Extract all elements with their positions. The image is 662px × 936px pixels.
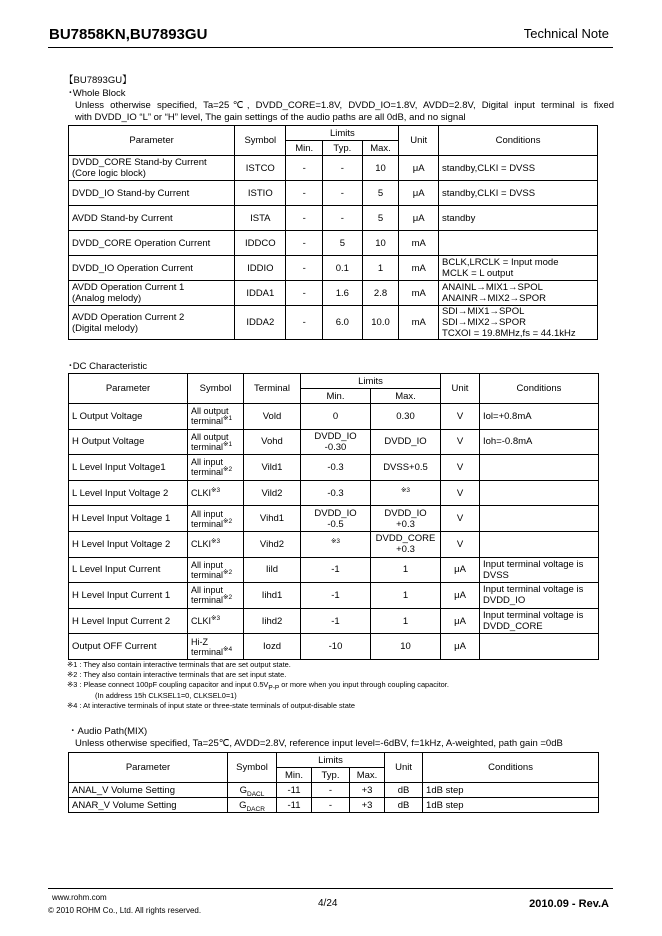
- max-line: DVDD_IO: [384, 507, 427, 519]
- min-cell: [301, 506, 371, 532]
- symbol-cell: [188, 608, 244, 634]
- symbol-line: All input: [191, 585, 224, 596]
- symbol-subscript: DACL: [247, 790, 265, 798]
- symbol-text: CLKI: [191, 616, 212, 627]
- unit-cell: μA: [399, 181, 439, 206]
- symbol-text: terminal: [191, 441, 224, 452]
- condition-line: DVDD_IO: [483, 595, 526, 607]
- footnote-mark: ※3: [211, 615, 221, 623]
- typ-cell: 6.0: [323, 306, 363, 340]
- parameter-cell: [69, 306, 235, 340]
- document-type-label: Technical Note: [523, 26, 609, 41]
- whole-block-conditions-line2: with DVDD_IO “L” or “H” level, The gain settings of the audio paths are all 0dB, and no signal: [75, 112, 466, 123]
- conditions-cell: [480, 506, 599, 532]
- table-row: [69, 798, 599, 813]
- condition-line: MCLK = L output: [442, 268, 514, 279]
- header-min: Min.: [277, 768, 312, 783]
- condition-line: Ioh=-0.8mA: [483, 436, 533, 448]
- parameter-cell: Output OFF Current: [69, 634, 188, 660]
- parameter-cell: [69, 206, 235, 231]
- unit-cell: mA: [399, 281, 439, 306]
- table-row: [69, 281, 598, 306]
- table-row: [69, 506, 599, 532]
- symbol-cell: IDDCO: [235, 231, 286, 256]
- parameter-cell: H Output Voltage: [69, 429, 188, 455]
- symbol-line: [191, 616, 240, 626]
- table-row: [69, 557, 599, 583]
- unit-cell: mA: [399, 231, 439, 256]
- symbol-line: [191, 416, 240, 426]
- unit-cell: μA: [441, 608, 480, 634]
- min-cell: [301, 583, 371, 609]
- condition-line: standby,CLKI = DVSS: [442, 162, 536, 174]
- unit-cell: dB: [385, 783, 423, 798]
- audio-path-table: [68, 752, 599, 813]
- min-cell: -: [286, 206, 323, 231]
- max-cell: 10: [362, 156, 399, 181]
- symbol-text: terminal: [191, 518, 224, 529]
- conditions-cell: [480, 634, 599, 660]
- table-row: [69, 404, 599, 430]
- audio-path-heading: ・Audio Path(MIX): [68, 726, 148, 737]
- footer-copyright: © 2010 ROHM Co., Ltd. All rights reserved.: [48, 906, 202, 915]
- parameter-cell: H Level Input Voltage 1: [69, 506, 188, 532]
- min-line: -1: [331, 589, 340, 601]
- typ-cell: -: [312, 798, 350, 813]
- conditions-cell: [480, 557, 599, 583]
- terminal-cell: Vihd2: [244, 531, 301, 557]
- max-line: +0.3: [396, 518, 415, 530]
- header-limits: Limits: [301, 374, 441, 389]
- footnote-mark: ※4: [223, 645, 233, 653]
- min-cell: -: [286, 281, 323, 306]
- header-typ: Typ.: [312, 768, 350, 783]
- symbol-line: [191, 488, 240, 498]
- max-line: +0.3: [396, 544, 415, 556]
- table-row: [69, 583, 599, 609]
- min-cell: -11: [277, 783, 312, 798]
- min-cell: [301, 455, 371, 481]
- max-cell: [371, 531, 441, 557]
- symbol-line: All output: [191, 431, 229, 442]
- terminal-cell: Iozd: [244, 634, 301, 660]
- footnote-3-detail: (In address 15h CLKSEL1=0, CLKSEL0=1): [95, 690, 237, 700]
- parameter-line: DVDD_IO Stand-by Current: [72, 187, 190, 199]
- footnote-3: ※3 : Please connect 100pF coupling capacitor and input $0.5V_{P-P}$ or more when you input through coupling capacitor.: [67, 680, 449, 692]
- conditions-cell: [480, 480, 599, 506]
- table-row: [69, 455, 599, 481]
- symbol-cell: [188, 404, 244, 430]
- conditions-cell: 1dB step: [423, 798, 599, 813]
- symbol-text: terminal: [191, 595, 224, 606]
- parameter-line: (Digital melody): [72, 322, 138, 334]
- min-cell: [301, 531, 371, 557]
- symbol-text: CLKI: [191, 539, 212, 550]
- min-cell: [301, 608, 371, 634]
- conditions-cell: [439, 206, 598, 231]
- table-row: [69, 306, 598, 340]
- document-model-title: BU7858KN,BU7893GU: [49, 26, 208, 43]
- symbol-line: All output: [191, 406, 229, 417]
- table-row: [69, 256, 598, 281]
- header-max: Max.: [362, 141, 399, 156]
- whole-block-heading: ･Whole Block: [68, 88, 126, 99]
- symbol-cell: [188, 480, 244, 506]
- parameter-cell: ANAL_V Volume Setting: [69, 783, 228, 798]
- symbol-cell: IDDA2: [235, 306, 286, 340]
- header-typ: Typ.: [323, 141, 363, 156]
- parameter-line: (Analog melody): [72, 293, 142, 304]
- condition-line: BCLK,LRCLK = Input mode: [442, 257, 559, 268]
- unit-cell: V: [441, 429, 480, 455]
- conditions-cell: [439, 156, 598, 181]
- parameter-cell: L Output Voltage: [69, 404, 188, 430]
- min-line: DVDD_IO: [314, 507, 357, 519]
- header-symbol: Symbol: [235, 126, 286, 156]
- symbol-cell: ISTIO: [235, 181, 286, 206]
- table-row: [69, 783, 599, 798]
- parameter-cell: [69, 256, 235, 281]
- max-cell: [371, 583, 441, 609]
- footnote-mark: ※2: [223, 568, 233, 576]
- symbol-text: terminal: [191, 569, 224, 580]
- min-line: -0.3: [327, 461, 344, 473]
- typ-cell: -: [323, 206, 363, 231]
- typ-cell: 1.6: [323, 281, 363, 306]
- footnote-mark: ※2: [223, 466, 233, 474]
- footnote-4: ※4 : At interactive terminals of input state or three-state terminals of output-disable state: [67, 700, 355, 710]
- condition-line: Input terminal voltage is: [483, 584, 584, 596]
- conditions-cell: [439, 306, 598, 340]
- header-symbol: Symbol: [228, 753, 277, 783]
- parameter-cell: [69, 231, 235, 256]
- unit-cell: V: [441, 455, 480, 481]
- max-line: DVDD_IO: [384, 436, 427, 448]
- max-cell: 2.8: [362, 281, 399, 306]
- symbol-line: All input: [191, 457, 224, 468]
- condition-line: ANAINL→MIX1→SPOL: [442, 282, 543, 293]
- symbol-main: G: [239, 784, 248, 796]
- header-unit: Unit: [385, 753, 423, 783]
- header-parameter: Parameter: [69, 753, 228, 783]
- min-cell: -: [286, 181, 323, 206]
- header-parameter: Parameter: [69, 374, 188, 404]
- unit-cell: V: [441, 480, 480, 506]
- header-max: Max.: [350, 768, 385, 783]
- min-line: -0.3: [327, 487, 344, 499]
- max-line: 1: [402, 615, 409, 627]
- symbol-line: [191, 595, 240, 605]
- symbol-text: terminal: [191, 467, 224, 478]
- conditions-cell: [439, 256, 598, 281]
- max-cell: [371, 557, 441, 583]
- symbol-subscript: DACR: [246, 805, 265, 813]
- max-cell: 1: [362, 256, 399, 281]
- unit-cell: V: [441, 531, 480, 557]
- min-cell: [301, 480, 371, 506]
- parameter-cell: L Level Input Voltage 2: [69, 480, 188, 506]
- min-cell: [301, 429, 371, 455]
- conditions-cell: [439, 231, 598, 256]
- parameter-line: AVDD Operation Current 1: [72, 282, 185, 293]
- max-line: 1: [402, 564, 409, 576]
- unit-cell: μA: [399, 156, 439, 181]
- table-row: [69, 206, 598, 231]
- symbol-line: All input: [191, 559, 224, 570]
- max-cell: [371, 480, 441, 506]
- footnote-mark: ※3: [400, 486, 411, 494]
- max-cell: 5: [362, 181, 399, 206]
- symbol-cell: [228, 783, 277, 798]
- conditions-cell: 1dB step: [423, 783, 599, 798]
- header-conditions: Conditions: [423, 753, 599, 783]
- footnote-mark: ※3: [211, 487, 221, 495]
- footnote-2: ※2 : They also contain interactive terminals that are set input state.: [67, 670, 287, 680]
- min-cell: [301, 634, 371, 660]
- header-limits: Limits: [286, 126, 399, 141]
- terminal-cell: Iihd2: [244, 608, 301, 634]
- symbol-cell: [188, 557, 244, 583]
- terminal-cell: Vold: [244, 404, 301, 430]
- footer-divider: [48, 888, 613, 889]
- condition-line: DVDD_CORE: [483, 621, 543, 633]
- parameter-line: DVDD_CORE Stand-by Current: [72, 157, 207, 168]
- table-row: [69, 531, 599, 557]
- unit-cell: μA: [441, 634, 480, 660]
- max-cell: [371, 429, 441, 455]
- conditions-cell: [480, 608, 599, 634]
- table-row: [69, 634, 599, 660]
- condition-line: standby,CLKI = DVSS: [442, 187, 536, 199]
- table-row: [69, 231, 598, 256]
- typ-cell: -: [323, 156, 363, 181]
- terminal-cell: Iihd1: [244, 583, 301, 609]
- unit-cell: V: [441, 506, 480, 532]
- symbol-cell: [188, 634, 244, 660]
- symbol-cell: [188, 506, 244, 532]
- symbol-line: [191, 539, 240, 549]
- terminal-cell: Vild2: [244, 480, 301, 506]
- footnotes: [67, 660, 449, 711]
- min-line: -1: [331, 615, 340, 627]
- parameter-cell: [69, 281, 235, 306]
- symbol-cell: ISTA: [235, 206, 286, 231]
- revision-label: 2010.09 - Rev.A: [529, 898, 609, 910]
- conditions-cell: [480, 429, 599, 455]
- footer-website-link[interactable]: www.rohm.com: [52, 893, 107, 902]
- symbol-cell: [228, 798, 277, 813]
- header-min: Min.: [301, 389, 371, 404]
- min-cell: -: [286, 306, 323, 340]
- symbol-cell: [188, 531, 244, 557]
- unit-cell: dB: [385, 798, 423, 813]
- table-row: [69, 480, 599, 506]
- symbol-line: [191, 519, 240, 529]
- min-cell: -: [286, 256, 323, 281]
- conditions-cell: [439, 281, 598, 306]
- typ-cell: 5: [323, 231, 363, 256]
- parameter-line: DVDD_CORE Operation Current: [72, 237, 211, 249]
- parameter-line: (Core logic block): [72, 168, 146, 179]
- unit-cell: μA: [399, 206, 439, 231]
- unit-cell: V: [441, 404, 480, 430]
- condition-line: Input terminal voltage is: [483, 610, 584, 622]
- min-cell: [301, 404, 371, 430]
- condition-line: DVSS: [483, 569, 509, 581]
- footnote-mark: ※3: [211, 538, 221, 546]
- max-line: DVSS+0.5: [383, 461, 428, 473]
- parameter-cell: H Level Input Current 2: [69, 608, 188, 634]
- max-cell: [371, 634, 441, 660]
- parameter-cell: [69, 156, 235, 181]
- parameter-line: AVDD Stand-by Current: [72, 212, 173, 224]
- condition-line: standby: [442, 212, 476, 224]
- min-cell: -: [286, 156, 323, 181]
- min-line: -0.5: [327, 518, 344, 530]
- audio-path-conditions: Unless otherwise specified, Ta=25℃, AVDD=2.8V, reference input level=-6dBV, f=1kHz, A-weighted, path gain =0dB: [75, 738, 563, 749]
- conditions-cell: [480, 531, 599, 557]
- symbol-cell: IDDIO: [235, 256, 286, 281]
- parameter-line: DVDD_IO Operation Current: [72, 262, 193, 274]
- typ-cell: -: [323, 181, 363, 206]
- symbol-line: Hi-Z: [191, 636, 208, 647]
- condition-line: TCXOI = 19.8MHz,fs = 44.1kHz: [442, 328, 576, 339]
- header-parameter: Parameter: [69, 126, 235, 156]
- min-line: -1: [331, 564, 340, 576]
- condition-line: SDI→MIX1→SPOL: [442, 306, 525, 317]
- min-line: DVDD_IO: [314, 430, 357, 442]
- whole-block-table: [68, 125, 598, 340]
- table-row: [69, 429, 599, 455]
- whole-block-conditions-line1: Unless otherwise specified, Ta=25℃, DVDD_CORE=1.8V, DVDD_IO=1.8V, AVDD=2.8V, Digital input terminal is fixed: [75, 100, 614, 111]
- max-cell: [371, 404, 441, 430]
- footnote-1: ※1 : They also contain interactive terminals that are set output state.: [67, 660, 291, 669]
- symbol-line: [191, 570, 240, 580]
- footnote-mark: ※1: [223, 415, 233, 423]
- min-cell: -: [286, 231, 323, 256]
- unit-cell: mA: [399, 256, 439, 281]
- symbol-text: terminal: [191, 416, 224, 427]
- max-cell: 10: [362, 231, 399, 256]
- max-cell: +3: [350, 783, 385, 798]
- typ-cell: -: [312, 783, 350, 798]
- symbol-cell: [188, 583, 244, 609]
- parameter-cell: L Level Input Voltage1: [69, 455, 188, 481]
- condition-line: SDI→MIX2→SPOR: [442, 317, 526, 328]
- unit-cell: μA: [441, 583, 480, 609]
- header-symbol: Symbol: [188, 374, 244, 404]
- terminal-cell: Vihd1: [244, 506, 301, 532]
- section-title: 【BU7893GU】: [64, 75, 132, 86]
- typ-cell: 0.1: [323, 256, 363, 281]
- conditions-cell: [480, 455, 599, 481]
- max-cell: 5: [362, 206, 399, 231]
- symbol-text: terminal: [191, 646, 224, 657]
- table-row: [69, 608, 599, 634]
- condition-line: ANAINR→MIX2→SPOR: [442, 293, 547, 304]
- max-cell: [371, 455, 441, 481]
- parameter-line: AVDD Operation Current 2: [72, 311, 185, 323]
- unit-cell: μA: [441, 557, 480, 583]
- terminal-cell: Vild1: [244, 455, 301, 481]
- page-number: 4/24: [318, 898, 338, 909]
- conditions-cell: [480, 404, 599, 430]
- footnote-mark: ※1: [223, 440, 233, 448]
- terminal-cell: Vohd: [244, 429, 301, 455]
- max-line: DVDD_CORE: [375, 533, 436, 545]
- symbol-main: G: [239, 799, 247, 811]
- max-cell: 10.0: [362, 306, 399, 340]
- footnote-mark: ※2: [223, 594, 233, 602]
- condition-line: Iol=+0.8mA: [483, 410, 532, 422]
- max-cell: [371, 506, 441, 532]
- max-line: 1: [402, 589, 409, 601]
- min-line: -10: [328, 641, 343, 653]
- min-line: 0: [332, 410, 339, 422]
- unit-cell: mA: [399, 306, 439, 340]
- symbol-line: All input: [191, 508, 224, 519]
- max-cell: [371, 608, 441, 634]
- conditions-cell: [439, 181, 598, 206]
- table-row: [69, 181, 598, 206]
- header-divider: [48, 47, 613, 48]
- min-cell: -11: [277, 798, 312, 813]
- footnote-mark: ※2: [223, 517, 233, 525]
- parameter-cell: ANAR_V Volume Setting: [69, 798, 228, 813]
- footnote-mark: ※3: [330, 537, 341, 545]
- symbol-cell: ISTCO: [235, 156, 286, 181]
- min-cell: [301, 557, 371, 583]
- header-limits: Limits: [277, 753, 385, 768]
- symbol-cell: [188, 429, 244, 455]
- condition-line: Input terminal voltage is: [483, 558, 584, 570]
- header-min: Min.: [286, 141, 323, 156]
- header-conditions: Conditions: [439, 126, 598, 156]
- parameter-cell: H Level Input Current 1: [69, 583, 188, 609]
- parameter-cell: [69, 181, 235, 206]
- symbol-line: [191, 442, 240, 452]
- dc-characteristic-table: [68, 373, 599, 660]
- max-cell: +3: [350, 798, 385, 813]
- parameter-cell: L Level Input Current: [69, 557, 188, 583]
- dc-characteristic-heading: ･DC Characteristic: [68, 361, 148, 372]
- symbol-line: [191, 467, 240, 477]
- symbol-line: [191, 647, 240, 657]
- terminal-cell: Iild: [244, 557, 301, 583]
- parameter-cell: H Level Input Voltage 2: [69, 531, 188, 557]
- header-terminal: Terminal: [244, 374, 301, 404]
- header-max: Max.: [371, 389, 441, 404]
- min-line: -0.30: [324, 441, 347, 453]
- conditions-cell: [480, 583, 599, 609]
- symbol-text: CLKI: [191, 488, 212, 499]
- header-conditions: Conditions: [480, 374, 599, 404]
- table-row: [69, 156, 598, 181]
- header-unit: Unit: [441, 374, 480, 404]
- max-line: 10: [400, 641, 411, 653]
- symbol-cell: IDDA1: [235, 281, 286, 306]
- max-line: 0.30: [396, 410, 415, 422]
- symbol-cell: [188, 455, 244, 481]
- header-unit: Unit: [399, 126, 439, 156]
